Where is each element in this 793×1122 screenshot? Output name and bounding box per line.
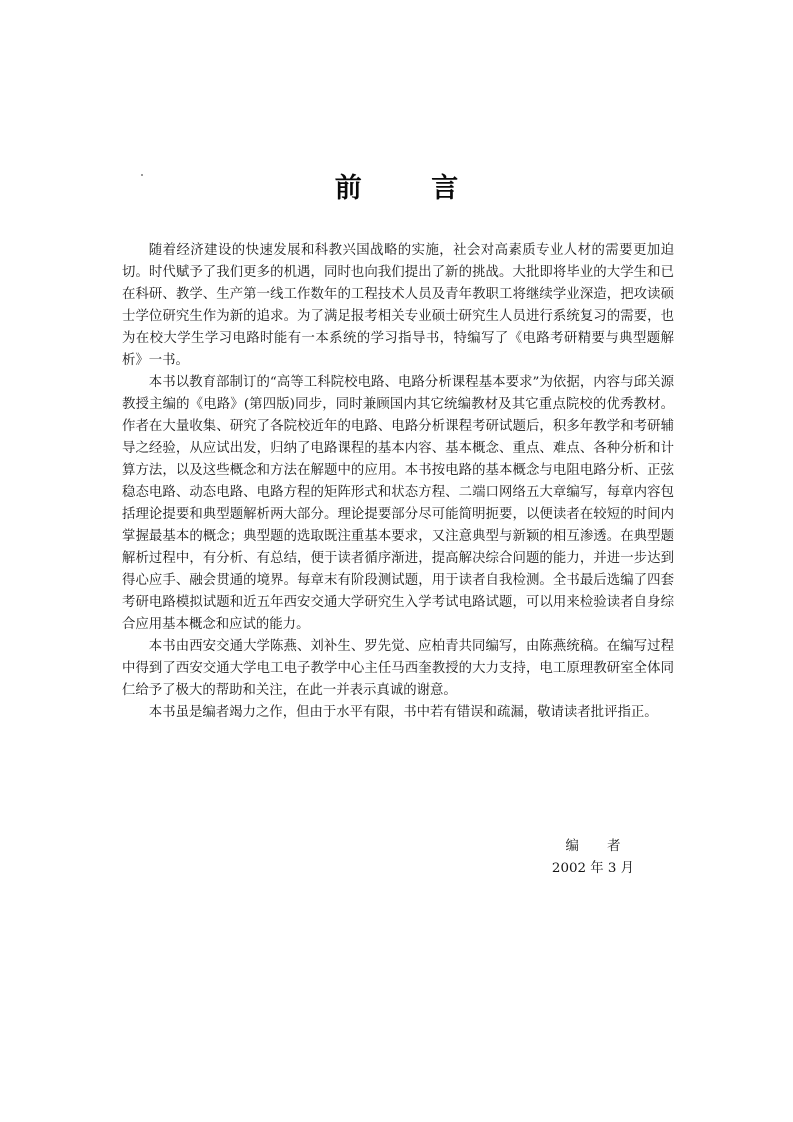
signature-date: 2002 年 3 月 <box>551 861 635 876</box>
signature-author: 编 者 <box>565 839 633 854</box>
preface-body <box>122 240 674 724</box>
paragraph-4: 本书虽是编者竭力之作，但由于水平有限，书中若有错误和疏漏，敬请读者批评指正。 <box>148 705 658 720</box>
page-title: 前 言 <box>334 173 489 204</box>
paragraph-3: 本书由西安交通大学陈燕、刘补生、罗先觉、应柏青共同编写，由陈燕统稿。在编写过程中得到了西安交通大学电工电子教学中心主任马西奎教授的大力支持，电工原理教研室全体同仁给予了极大的帮助和关注，在此一并表示真诚的谢意。 <box>122 639 674 698</box>
paragraph-2: 本书以教育部制订的“高等工科院校电路、电路分析课程基本要求”为依据，内容与邱关源教授主编的《电路》(第四版)同步，同时兼顾国内其它统编教材及其它重点院校的优秀教材。作者在大量收集、研究了各院校近年的电路、电路分析课程考研试题后，积多年教学和考研辅导之经验，从应试出发，归纳了电路课程的基本内容、基本概念、重点、难点、各种分析和计算方法，以及这些概念和方法在解题中的应用。本书按电路的基本概念与电阻电路分析、正弦稳态电路、动态电路、电路方程的矩阵形式和状态方程、二端口网络五大章编写，每章内容包括理论提要和典型题解析两大部分。理论提要部分尽可能简明扼要，以便读者在较短的时间内掌握最基本的概念；典型题的选取既注重基本要求，又注意典型与新颖的相互渗透。在典型题解析过程中，有分析、有总结，便于读者循序渐进，提高解决综合问题的能力，并进一步达到得心应手、融会贯通的境界。每章末有阶段测试题，用于读者自我检测。全书最后选编了四套考研电路模拟试题和近五年西安交通大学研究生入学考试电路试题，可以用来检验读者自身综合应用基本概念和应试的能力。 <box>122 375 674 632</box>
signature-block <box>548 836 638 880</box>
paragraph-1: 随着经济建设的快速发展和科教兴国战略的实施，社会对高素质专业人材的需要更加迫切。时代赋予了我们更多的机遇，同时也向我们提出了新的挑战。大批即将毕业的大学生和已在科研、教学、生产第一线工作数年的工程技术人员及青年教职工将继续学业深造，把攻读硕士学位研究生作为新的追求。为了满足报考相关专业硕士研究生人员进行系统复习的需要，也为在校大学生学习电路时能有一本系统的学习指导书，特编写了《电路考研精要与典型题解析》一书。 <box>122 243 674 368</box>
